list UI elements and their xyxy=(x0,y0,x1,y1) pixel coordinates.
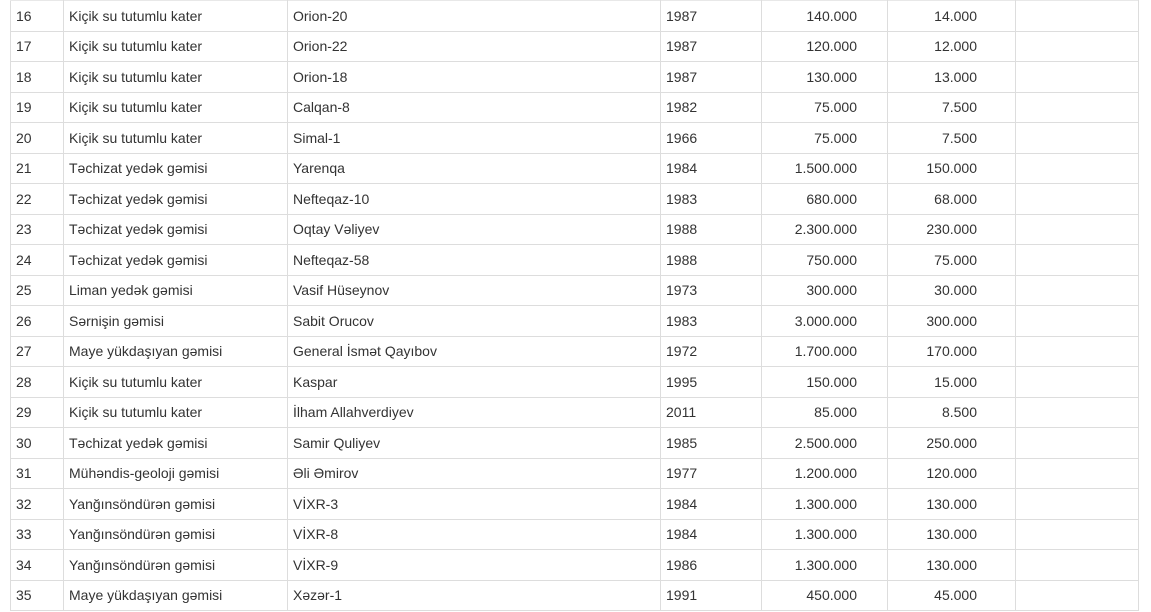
cell-empty xyxy=(1016,123,1139,154)
cell-build-year: 1986 xyxy=(661,550,762,581)
cell-empty xyxy=(1016,397,1139,428)
table-row xyxy=(11,123,1139,154)
table-row xyxy=(11,62,1139,93)
cell-tax: 68.000 xyxy=(888,184,1016,215)
cell-build-year: 1987 xyxy=(661,1,762,32)
cell-tax: 13.000 xyxy=(888,62,1016,93)
table-row xyxy=(11,397,1139,428)
cell-tax: 45.000 xyxy=(888,580,1016,611)
cell-vessel-type: Təchizat yedək gəmisi xyxy=(64,153,288,184)
cell-empty xyxy=(1016,1,1139,32)
cell-build-year: 1991 xyxy=(661,580,762,611)
cell-empty xyxy=(1016,550,1139,581)
table-row xyxy=(11,92,1139,123)
cell-vessel-name: Samir Quliyev xyxy=(288,428,661,459)
cell-tax: 300.000 xyxy=(888,306,1016,337)
cell-row-number: 27 xyxy=(11,336,64,367)
cell-value: 85.000 xyxy=(762,397,888,428)
cell-empty xyxy=(1016,153,1139,184)
cell-tax: 130.000 xyxy=(888,489,1016,520)
cell-row-number: 28 xyxy=(11,367,64,398)
cell-value: 1.700.000 xyxy=(762,336,888,367)
cell-build-year: 2011 xyxy=(661,397,762,428)
cell-vessel-type: Yanğınsöndürən gəmisi xyxy=(64,519,288,550)
cell-vessel-name: Nefteqaz-58 xyxy=(288,245,661,276)
cell-empty xyxy=(1016,62,1139,93)
cell-vessel-name: VİXR-8 xyxy=(288,519,661,550)
cell-row-number: 30 xyxy=(11,428,64,459)
cell-build-year: 1966 xyxy=(661,123,762,154)
cell-vessel-name: Kaspar xyxy=(288,367,661,398)
table-row xyxy=(11,214,1139,245)
cell-tax: 170.000 xyxy=(888,336,1016,367)
cell-vessel-name: İlham Allahverdiyev xyxy=(288,397,661,428)
cell-value: 75.000 xyxy=(762,123,888,154)
cell-row-number: 29 xyxy=(11,397,64,428)
cell-vessel-type: Təchizat yedək gəmisi xyxy=(64,184,288,215)
table-row xyxy=(11,428,1139,459)
cell-vessel-type: Maye yükdaşıyan gəmisi xyxy=(64,336,288,367)
cell-row-number: 20 xyxy=(11,123,64,154)
cell-build-year: 1984 xyxy=(661,519,762,550)
cell-build-year: 1987 xyxy=(661,62,762,93)
cell-tax: 14.000 xyxy=(888,1,1016,32)
cell-value: 1.500.000 xyxy=(762,153,888,184)
cell-vessel-type: Mühəndis-geoloji gəmisi xyxy=(64,458,288,489)
cell-empty xyxy=(1016,245,1139,276)
cell-vessel-name: Orion-20 xyxy=(288,1,661,32)
cell-row-number: 21 xyxy=(11,153,64,184)
cell-vessel-type: Təchizat yedək gəmisi xyxy=(64,428,288,459)
cell-vessel-name: VİXR-3 xyxy=(288,489,661,520)
cell-vessel-type: Yanğınsöndürən gəmisi xyxy=(64,550,288,581)
cell-tax: 7.500 xyxy=(888,123,1016,154)
cell-vessel-name: Simal-1 xyxy=(288,123,661,154)
cell-build-year: 1982 xyxy=(661,92,762,123)
table-row xyxy=(11,336,1139,367)
cell-vessel-type: Kiçik su tutumlu kater xyxy=(64,367,288,398)
cell-empty xyxy=(1016,489,1139,520)
cell-row-number: 32 xyxy=(11,489,64,520)
cell-vessel-type: Kiçik su tutumlu kater xyxy=(64,1,288,32)
table-row xyxy=(11,306,1139,337)
cell-value: 3.000.000 xyxy=(762,306,888,337)
cell-value: 120.000 xyxy=(762,31,888,62)
cell-vessel-type: Təchizat yedək gəmisi xyxy=(64,245,288,276)
cell-value: 1.300.000 xyxy=(762,550,888,581)
cell-value: 2.300.000 xyxy=(762,214,888,245)
cell-build-year: 1988 xyxy=(661,214,762,245)
table-row xyxy=(11,458,1139,489)
cell-vessel-name: Vasif Hüseynov xyxy=(288,275,661,306)
cell-vessel-name: Calqan-8 xyxy=(288,92,661,123)
cell-value: 1.300.000 xyxy=(762,519,888,550)
cell-build-year: 1985 xyxy=(661,428,762,459)
cell-tax: 15.000 xyxy=(888,367,1016,398)
vessel-table xyxy=(10,0,1139,611)
table-row xyxy=(11,184,1139,215)
cell-value: 140.000 xyxy=(762,1,888,32)
cell-vessel-type: Liman yedək gəmisi xyxy=(64,275,288,306)
cell-vessel-type: Sərnişin gəmisi xyxy=(64,306,288,337)
cell-row-number: 16 xyxy=(11,1,64,32)
cell-empty xyxy=(1016,428,1139,459)
cell-build-year: 1995 xyxy=(661,367,762,398)
cell-vessel-type: Təchizat yedək gəmisi xyxy=(64,214,288,245)
table-row xyxy=(11,1,1139,32)
cell-vessel-name: VİXR-9 xyxy=(288,550,661,581)
cell-empty xyxy=(1016,214,1139,245)
cell-row-number: 18 xyxy=(11,62,64,93)
cell-vessel-name: Nefteqaz-10 xyxy=(288,184,661,215)
cell-tax: 130.000 xyxy=(888,550,1016,581)
table-row xyxy=(11,550,1139,581)
cell-empty xyxy=(1016,458,1139,489)
cell-value: 150.000 xyxy=(762,367,888,398)
cell-row-number: 25 xyxy=(11,275,64,306)
table-row xyxy=(11,489,1139,520)
cell-vessel-type: Kiçik su tutumlu kater xyxy=(64,123,288,154)
cell-vessel-type: Yanğınsöndürən gəmisi xyxy=(64,489,288,520)
cell-build-year: 1984 xyxy=(661,489,762,520)
cell-row-number: 26 xyxy=(11,306,64,337)
cell-build-year: 1984 xyxy=(661,153,762,184)
cell-row-number: 19 xyxy=(11,92,64,123)
cell-value: 1.300.000 xyxy=(762,489,888,520)
cell-build-year: 1977 xyxy=(661,458,762,489)
table-body xyxy=(11,1,1139,611)
cell-empty xyxy=(1016,184,1139,215)
cell-row-number: 33 xyxy=(11,519,64,550)
cell-value: 75.000 xyxy=(762,92,888,123)
cell-tax: 150.000 xyxy=(888,153,1016,184)
cell-tax: 8.500 xyxy=(888,397,1016,428)
cell-value: 450.000 xyxy=(762,580,888,611)
cell-build-year: 1972 xyxy=(661,336,762,367)
table-row xyxy=(11,519,1139,550)
cell-vessel-name: Orion-22 xyxy=(288,31,661,62)
table-row xyxy=(11,245,1139,276)
cell-vessel-type: Maye yükdaşıyan gəmisi xyxy=(64,580,288,611)
cell-vessel-name: Yarenqa xyxy=(288,153,661,184)
cell-row-number: 17 xyxy=(11,31,64,62)
cell-vessel-name: Sabit Orucov xyxy=(288,306,661,337)
cell-row-number: 23 xyxy=(11,214,64,245)
cell-value: 2.500.000 xyxy=(762,428,888,459)
cell-build-year: 1973 xyxy=(661,275,762,306)
cell-tax: 120.000 xyxy=(888,458,1016,489)
cell-row-number: 24 xyxy=(11,245,64,276)
cell-build-year: 1988 xyxy=(661,245,762,276)
cell-row-number: 34 xyxy=(11,550,64,581)
cell-value: 300.000 xyxy=(762,275,888,306)
cell-tax: 30.000 xyxy=(888,275,1016,306)
table-row xyxy=(11,31,1139,62)
cell-value: 750.000 xyxy=(762,245,888,276)
cell-empty xyxy=(1016,580,1139,611)
cell-tax: 12.000 xyxy=(888,31,1016,62)
cell-vessel-type: Kiçik su tutumlu kater xyxy=(64,397,288,428)
cell-value: 130.000 xyxy=(762,62,888,93)
cell-value: 1.200.000 xyxy=(762,458,888,489)
cell-empty xyxy=(1016,519,1139,550)
cell-empty xyxy=(1016,336,1139,367)
table-row xyxy=(11,367,1139,398)
vessel-table-container xyxy=(10,0,1138,611)
table-row xyxy=(11,153,1139,184)
table-row xyxy=(11,275,1139,306)
cell-vessel-type: Kiçik su tutumlu kater xyxy=(64,92,288,123)
cell-empty xyxy=(1016,275,1139,306)
table-row xyxy=(11,580,1139,611)
cell-row-number: 31 xyxy=(11,458,64,489)
cell-build-year: 1983 xyxy=(661,184,762,215)
cell-row-number: 35 xyxy=(11,580,64,611)
cell-vessel-type: Kiçik su tutumlu kater xyxy=(64,62,288,93)
cell-vessel-name: Xəzər-1 xyxy=(288,580,661,611)
cell-tax: 250.000 xyxy=(888,428,1016,459)
cell-empty xyxy=(1016,31,1139,62)
cell-empty xyxy=(1016,367,1139,398)
cell-tax: 75.000 xyxy=(888,245,1016,276)
cell-tax: 7.500 xyxy=(888,92,1016,123)
cell-tax: 230.000 xyxy=(888,214,1016,245)
cell-vessel-name: General İsmət Qayıbov xyxy=(288,336,661,367)
cell-vessel-name: Oqtay Vəliyev xyxy=(288,214,661,245)
cell-vessel-name: Orion-18 xyxy=(288,62,661,93)
cell-row-number: 22 xyxy=(11,184,64,215)
cell-value: 680.000 xyxy=(762,184,888,215)
cell-empty xyxy=(1016,92,1139,123)
cell-vessel-type: Kiçik su tutumlu kater xyxy=(64,31,288,62)
cell-empty xyxy=(1016,306,1139,337)
cell-tax: 130.000 xyxy=(888,519,1016,550)
cell-build-year: 1983 xyxy=(661,306,762,337)
cell-vessel-name: Əli Əmirov xyxy=(288,458,661,489)
cell-build-year: 1987 xyxy=(661,31,762,62)
